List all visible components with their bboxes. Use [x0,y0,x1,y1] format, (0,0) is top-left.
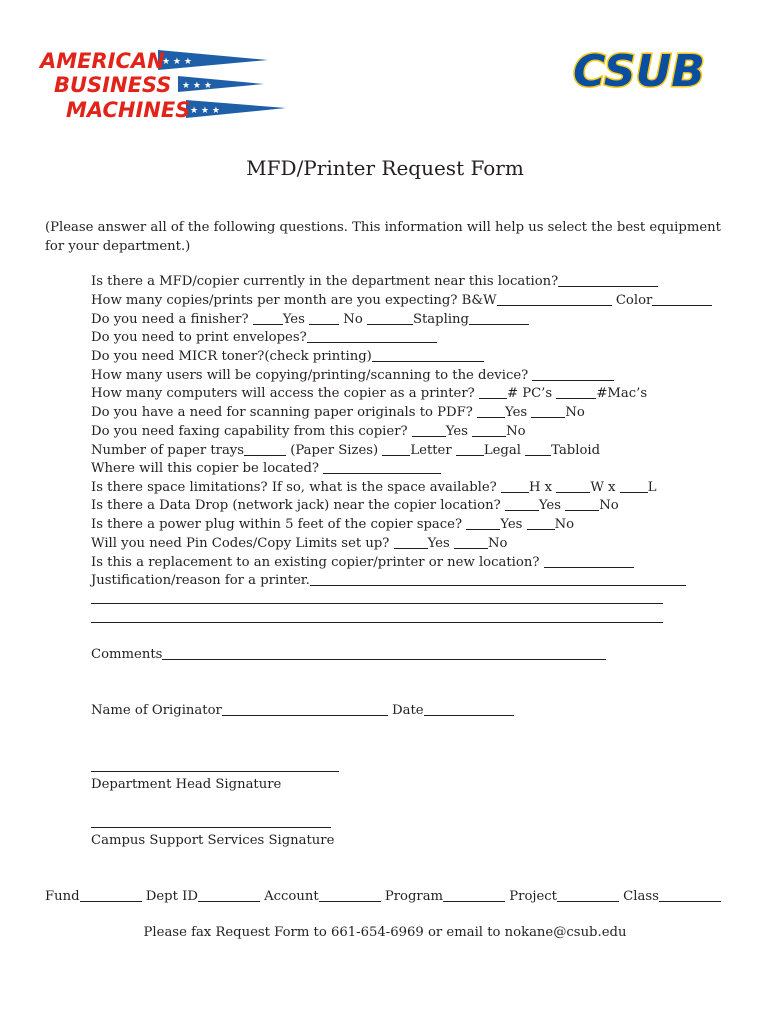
yes-line[interactable] [394,536,428,549]
question-copies-per-month: How many copies/prints per month are you expecting? B&W Color [91,293,712,308]
question-scan-pdf: Do you have a need for scanning paper originals to PDF? Yes No [91,405,585,420]
answer-line[interactable] [544,555,634,568]
footer-instructions: Please fax Request Form to 661-654-6969 or email to nokane@csub.edu [143,925,627,940]
color-line[interactable] [652,293,712,306]
dept-head-signature-line[interactable] [91,771,339,772]
project-line[interactable] [557,889,619,902]
no-line[interactable] [565,498,599,511]
bw-line[interactable] [497,293,612,306]
justification-line-2[interactable] [91,603,663,604]
question-fax: Do you need faxing capability from this copier? Yes No [91,424,526,439]
svg-text:★ ★ ★: ★ ★ ★ [182,81,212,91]
comments-row: Comments [91,647,606,662]
class-label: Class [623,889,659,904]
svg-text:★ ★ ★: ★ ★ ★ [190,106,220,116]
account-label: Account [264,889,319,904]
campus-signature-line[interactable] [91,827,331,828]
yes-line[interactable] [477,405,505,418]
program-line[interactable] [443,889,505,902]
dept-head-signature-label: Department Head Signature [91,777,282,792]
yes-line[interactable] [412,424,446,437]
answer-line[interactable] [372,349,484,362]
svg-text:CSUB: CSUB [573,46,705,96]
svg-text:★ ★ ★: ★ ★ ★ [162,57,192,67]
width-line[interactable] [556,480,590,493]
question-users: How many users will be copying/printing/scanning to the device? [91,368,614,383]
mac-line[interactable] [556,386,596,399]
originator-row: Name of Originator Date [91,703,514,718]
answer-line[interactable] [323,461,441,474]
answer-line[interactable] [532,368,614,381]
project-label: Project [509,889,557,904]
abm-line-2: BUSINESS [54,73,172,97]
fund-line[interactable] [80,889,142,902]
stapling-line[interactable] [367,312,413,325]
question-micr: Do you need MICR toner?(check printing) [91,349,484,364]
height-line[interactable] [501,480,529,493]
question-envelopes: Do you need to print envelopes? [91,330,437,345]
csub-logo [555,44,723,96]
abm-line-3: MACHINES [66,98,191,122]
justification-line-3[interactable] [91,622,663,623]
no-line[interactable] [454,536,488,549]
tabloid-line[interactable] [525,443,551,456]
intro-text: (Please answer all of the following questions. This information will help us select the best equipment for your department.) [45,220,721,254]
answer-line[interactable] [558,274,658,287]
question-pin-codes: Will you need Pin Codes/Copy Limits set up? Yes No [91,536,508,551]
pc-line[interactable] [479,386,507,399]
no-line[interactable] [309,312,339,325]
legal-line[interactable] [456,443,484,456]
answer-line[interactable] [310,573,686,586]
question-power-plug: Is there a power plug within 5 feet of the copier space? Yes No [91,517,575,532]
question-finisher: Do you need a finisher? Yes No Stapling [91,312,529,327]
dept-id-label: Dept ID [145,889,198,904]
question-location: Where will this copier be located? [91,461,441,476]
abm-line-1: AMERICAN [40,49,165,73]
american-business-machines-logo [38,42,288,122]
question-data-drop: Is there a Data Drop (network jack) near the copier location? Yes No [91,498,619,513]
campus-signature-label: Campus Support Services Signature [91,833,335,848]
answer-line[interactable] [307,330,437,343]
question-computers: How many computers will access the copier as a printer? # PC’s #Mac’s [91,386,648,401]
question-mfd-present: Is there a MFD/copier currently in the department near this location? [91,274,658,289]
yes-line[interactable] [253,312,283,325]
letter-line[interactable] [382,443,410,456]
stapling-after-line[interactable] [469,312,529,325]
question-space: Is there space limitations? If so, what is the space available? H x W x L [91,480,657,495]
class-line[interactable] [659,889,721,902]
yes-line[interactable] [505,498,539,511]
originator-line[interactable] [222,703,388,716]
program-label: Program [384,889,444,904]
question-justification: Justification/reason for a printer. [91,573,686,588]
question-paper-trays: Number of paper trays (Paper Sizes) Letter Legal Tabloid [91,443,601,458]
question-replacement: Is this a replacement to an existing copier/printer or new location? [91,555,634,570]
dept-id-line[interactable] [198,889,260,902]
yes-line[interactable] [466,517,500,530]
account-codes-row [45,889,721,904]
no-line[interactable] [527,517,555,530]
no-line[interactable] [531,405,565,418]
form-title: MFD/Printer Request Form [246,156,524,180]
trays-line[interactable] [244,443,286,456]
fund-label: Fund [45,889,80,904]
account-line[interactable] [319,889,381,902]
comments-line[interactable] [162,647,606,660]
length-line[interactable] [620,480,648,493]
no-line[interactable] [472,424,506,437]
date-line[interactable] [424,703,514,716]
